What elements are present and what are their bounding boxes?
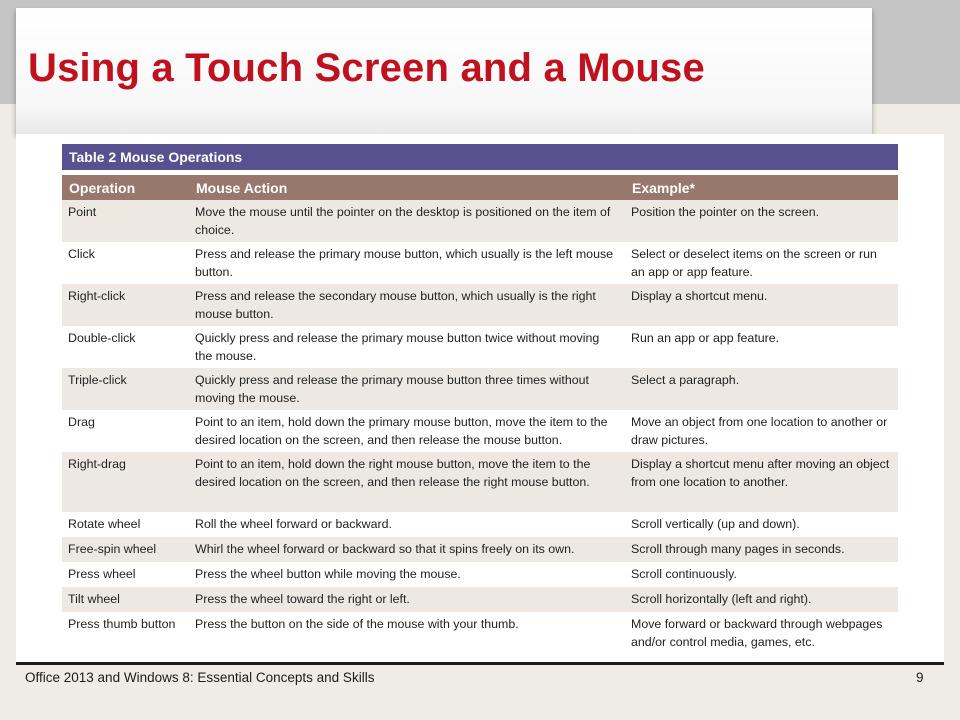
cell-action: Point to an item, hold down the primary mouse button, move the item to the desired location on the screen, and then release the mouse button.: [189, 410, 625, 452]
cell-example: Position the pointer on the screen.: [625, 200, 898, 242]
title-bar: [16, 8, 872, 134]
cell-operation: Rotate wheel: [62, 512, 189, 537]
slide-title: Using a Touch Screen and a Mouse: [28, 46, 705, 90]
table-row: [62, 587, 898, 612]
table-caption: Table 2 Mouse Operations: [62, 144, 898, 170]
table-row: [62, 368, 898, 410]
footer-text: Office 2013 and Windows 8: Essential Concepts and Skills: [25, 670, 375, 685]
footer-divider: [16, 662, 944, 665]
header-operation: Operation: [62, 175, 189, 200]
header-row: [62, 175, 898, 200]
table-row: [62, 242, 898, 284]
table-row: [62, 284, 898, 326]
cell-operation: Free-spin wheel: [62, 537, 189, 562]
cell-action: Quickly press and release the primary mouse button three times without moving the mouse.: [189, 368, 625, 410]
cell-example: Display a shortcut menu.: [625, 284, 898, 326]
cell-example: Move forward or backward through webpages and/or control media, games, etc.: [625, 612, 898, 655]
table-row: [62, 537, 898, 562]
cell-operation: Press wheel: [62, 562, 189, 587]
cell-action: Press the wheel toward the right or left.: [189, 587, 625, 612]
cell-example: Display a shortcut menu after moving an object from one location to another.: [625, 452, 898, 512]
cell-action: Press and release the secondary mouse button, which usually is the right mouse button.: [189, 284, 625, 326]
cell-example: Select or deselect items on the screen or run an app or app feature.: [625, 242, 898, 284]
table-row: [62, 562, 898, 587]
table-row: [62, 612, 898, 655]
cell-operation: Triple-click: [62, 368, 189, 410]
cell-operation: Tilt wheel: [62, 587, 189, 612]
mouse-operations-table: [62, 144, 898, 655]
table-row: [62, 452, 898, 512]
cell-operation: Drag: [62, 410, 189, 452]
page-number: 9: [916, 670, 924, 685]
cell-example: Scroll vertically (up and down).: [625, 512, 898, 537]
cell-operation: Right-click: [62, 284, 189, 326]
cell-operation: Press thumb button: [62, 612, 189, 655]
cell-action: Press and release the primary mouse button, which usually is the left mouse button.: [189, 242, 625, 284]
cell-operation: Point: [62, 200, 189, 242]
cell-action: Press the button on the side of the mouse with your thumb.: [189, 612, 625, 655]
cell-action: Roll the wheel forward or backward.: [189, 512, 625, 537]
header-example: Example*: [625, 175, 898, 200]
cell-example: Scroll through many pages in seconds.: [625, 537, 898, 562]
table-row: [62, 326, 898, 368]
cell-example: Scroll continuously.: [625, 562, 898, 587]
cell-action: Whirl the wheel forward or backward so that it spins freely on its own.: [189, 537, 625, 562]
cell-action: Point to an item, hold down the right mouse button, move the item to the desired location on the screen, and then release the right mouse button.: [189, 452, 625, 512]
table-row: [62, 512, 898, 537]
header-mouse-action: Mouse Action: [189, 175, 625, 200]
cell-example: Scroll horizontally (left and right).: [625, 587, 898, 612]
table-row: [62, 200, 898, 242]
cell-action: Move the mouse until the pointer on the desktop is positioned on the item of choice.: [189, 200, 625, 242]
cell-action: Quickly press and release the primary mouse button twice without moving the mouse.: [189, 326, 625, 368]
operations-table: [62, 175, 898, 655]
cell-operation: Right-drag: [62, 452, 189, 512]
cell-example: Run an app or app feature.: [625, 326, 898, 368]
cell-operation: Click: [62, 242, 189, 284]
cell-example: Move an object from one location to another or draw pictures.: [625, 410, 898, 452]
cell-example: Select a paragraph.: [625, 368, 898, 410]
cell-action: Press the wheel button while moving the mouse.: [189, 562, 625, 587]
cell-operation: Double-click: [62, 326, 189, 368]
table-row: [62, 410, 898, 452]
